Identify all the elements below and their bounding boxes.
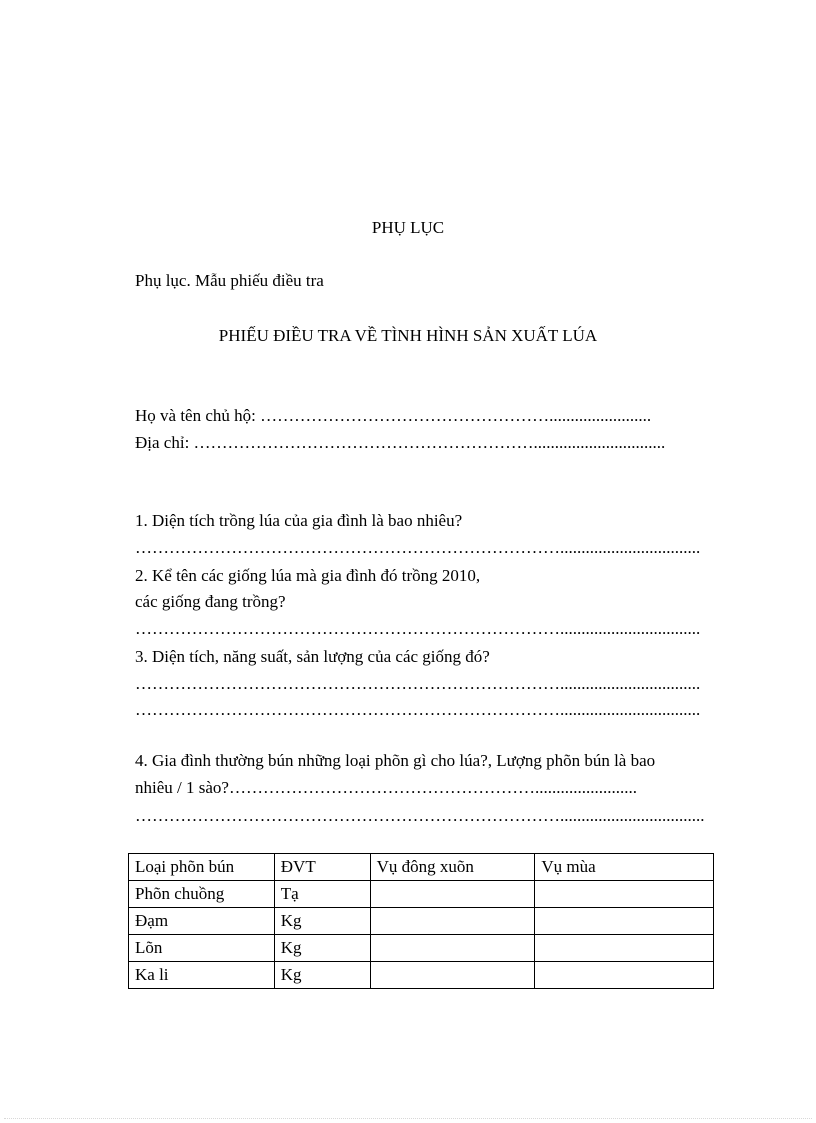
question-1: 1. Diện tích trồng lúa của gia đình là bao nhiêu? — [135, 511, 463, 530]
header-winter-spring-season: Vụ đông xuõn — [370, 854, 535, 881]
fertilizer-table — [128, 853, 714, 989]
answer-line-1: …………………………………………………………………................................. — [135, 538, 701, 557]
table-row — [129, 908, 714, 935]
page-heading: PHỤ LỤC — [371, 218, 445, 237]
form-title: PHIẾU ĐIỀU TRA VỀ TÌNH HÌNH SẢN XUẤT LÚA — [218, 326, 598, 345]
summer-cell — [535, 935, 714, 962]
summer-cell — [535, 881, 714, 908]
fertilizer-type: Lõn — [129, 935, 275, 962]
question-2-continued: các giống đang trồng? — [135, 592, 286, 611]
header-fertilizer-type: Loại phõn bún — [129, 854, 275, 881]
winter-spring-cell — [370, 908, 535, 935]
question-3: 3. Diện tích, năng suất, sản lượng của các giống đó? — [135, 647, 490, 666]
summer-cell — [535, 962, 714, 989]
summer-cell — [535, 908, 714, 935]
answer-line-3a: …………………………………………………………………................................. — [135, 674, 701, 693]
fertilizer-type: Ka li — [129, 962, 275, 989]
question-4-continued: nhiêu / 1 sào?………………………………………………........................ — [135, 778, 637, 797]
answer-line-4: ………………………………………………………………….................................. — [135, 806, 705, 825]
winter-spring-cell — [370, 935, 535, 962]
winter-spring-cell — [370, 881, 535, 908]
header-summer-season: Vụ mùa — [535, 854, 714, 881]
unit: Kg — [274, 935, 370, 962]
fertilizer-type: Đạm — [129, 908, 275, 935]
table-row — [129, 935, 714, 962]
unit: Tạ — [274, 881, 370, 908]
address-field: Địa chỉ: ……………………………………………………............................... — [135, 433, 666, 452]
question-4: 4. Gia đình thường bún những loại phõn gì cho lúa?, Lượng phõn bún là bao — [135, 751, 656, 770]
table-row — [129, 881, 714, 908]
owner-name-field: Họ và tên chủ hộ: ……………………………………………........................ — [135, 406, 652, 425]
unit: Kg — [274, 962, 370, 989]
winter-spring-cell — [370, 962, 535, 989]
answer-line-3b: …………………………………………………………………................................. — [135, 700, 701, 719]
fertilizer-type: Phõn chuồng — [129, 881, 275, 908]
question-2: 2. Kể tên các giống lúa mà gia đình đó trồng 2010, — [135, 566, 481, 585]
header-unit: ĐVT — [274, 854, 370, 881]
table-row — [129, 962, 714, 989]
appendix-label: Phụ lục. Mẫu phiếu điều tra — [135, 271, 324, 290]
unit: Kg — [274, 908, 370, 935]
answer-line-2: …………………………………………………………………................................. — [135, 619, 701, 638]
table-header-row — [129, 854, 714, 881]
page-bottom-divider — [4, 1118, 812, 1119]
